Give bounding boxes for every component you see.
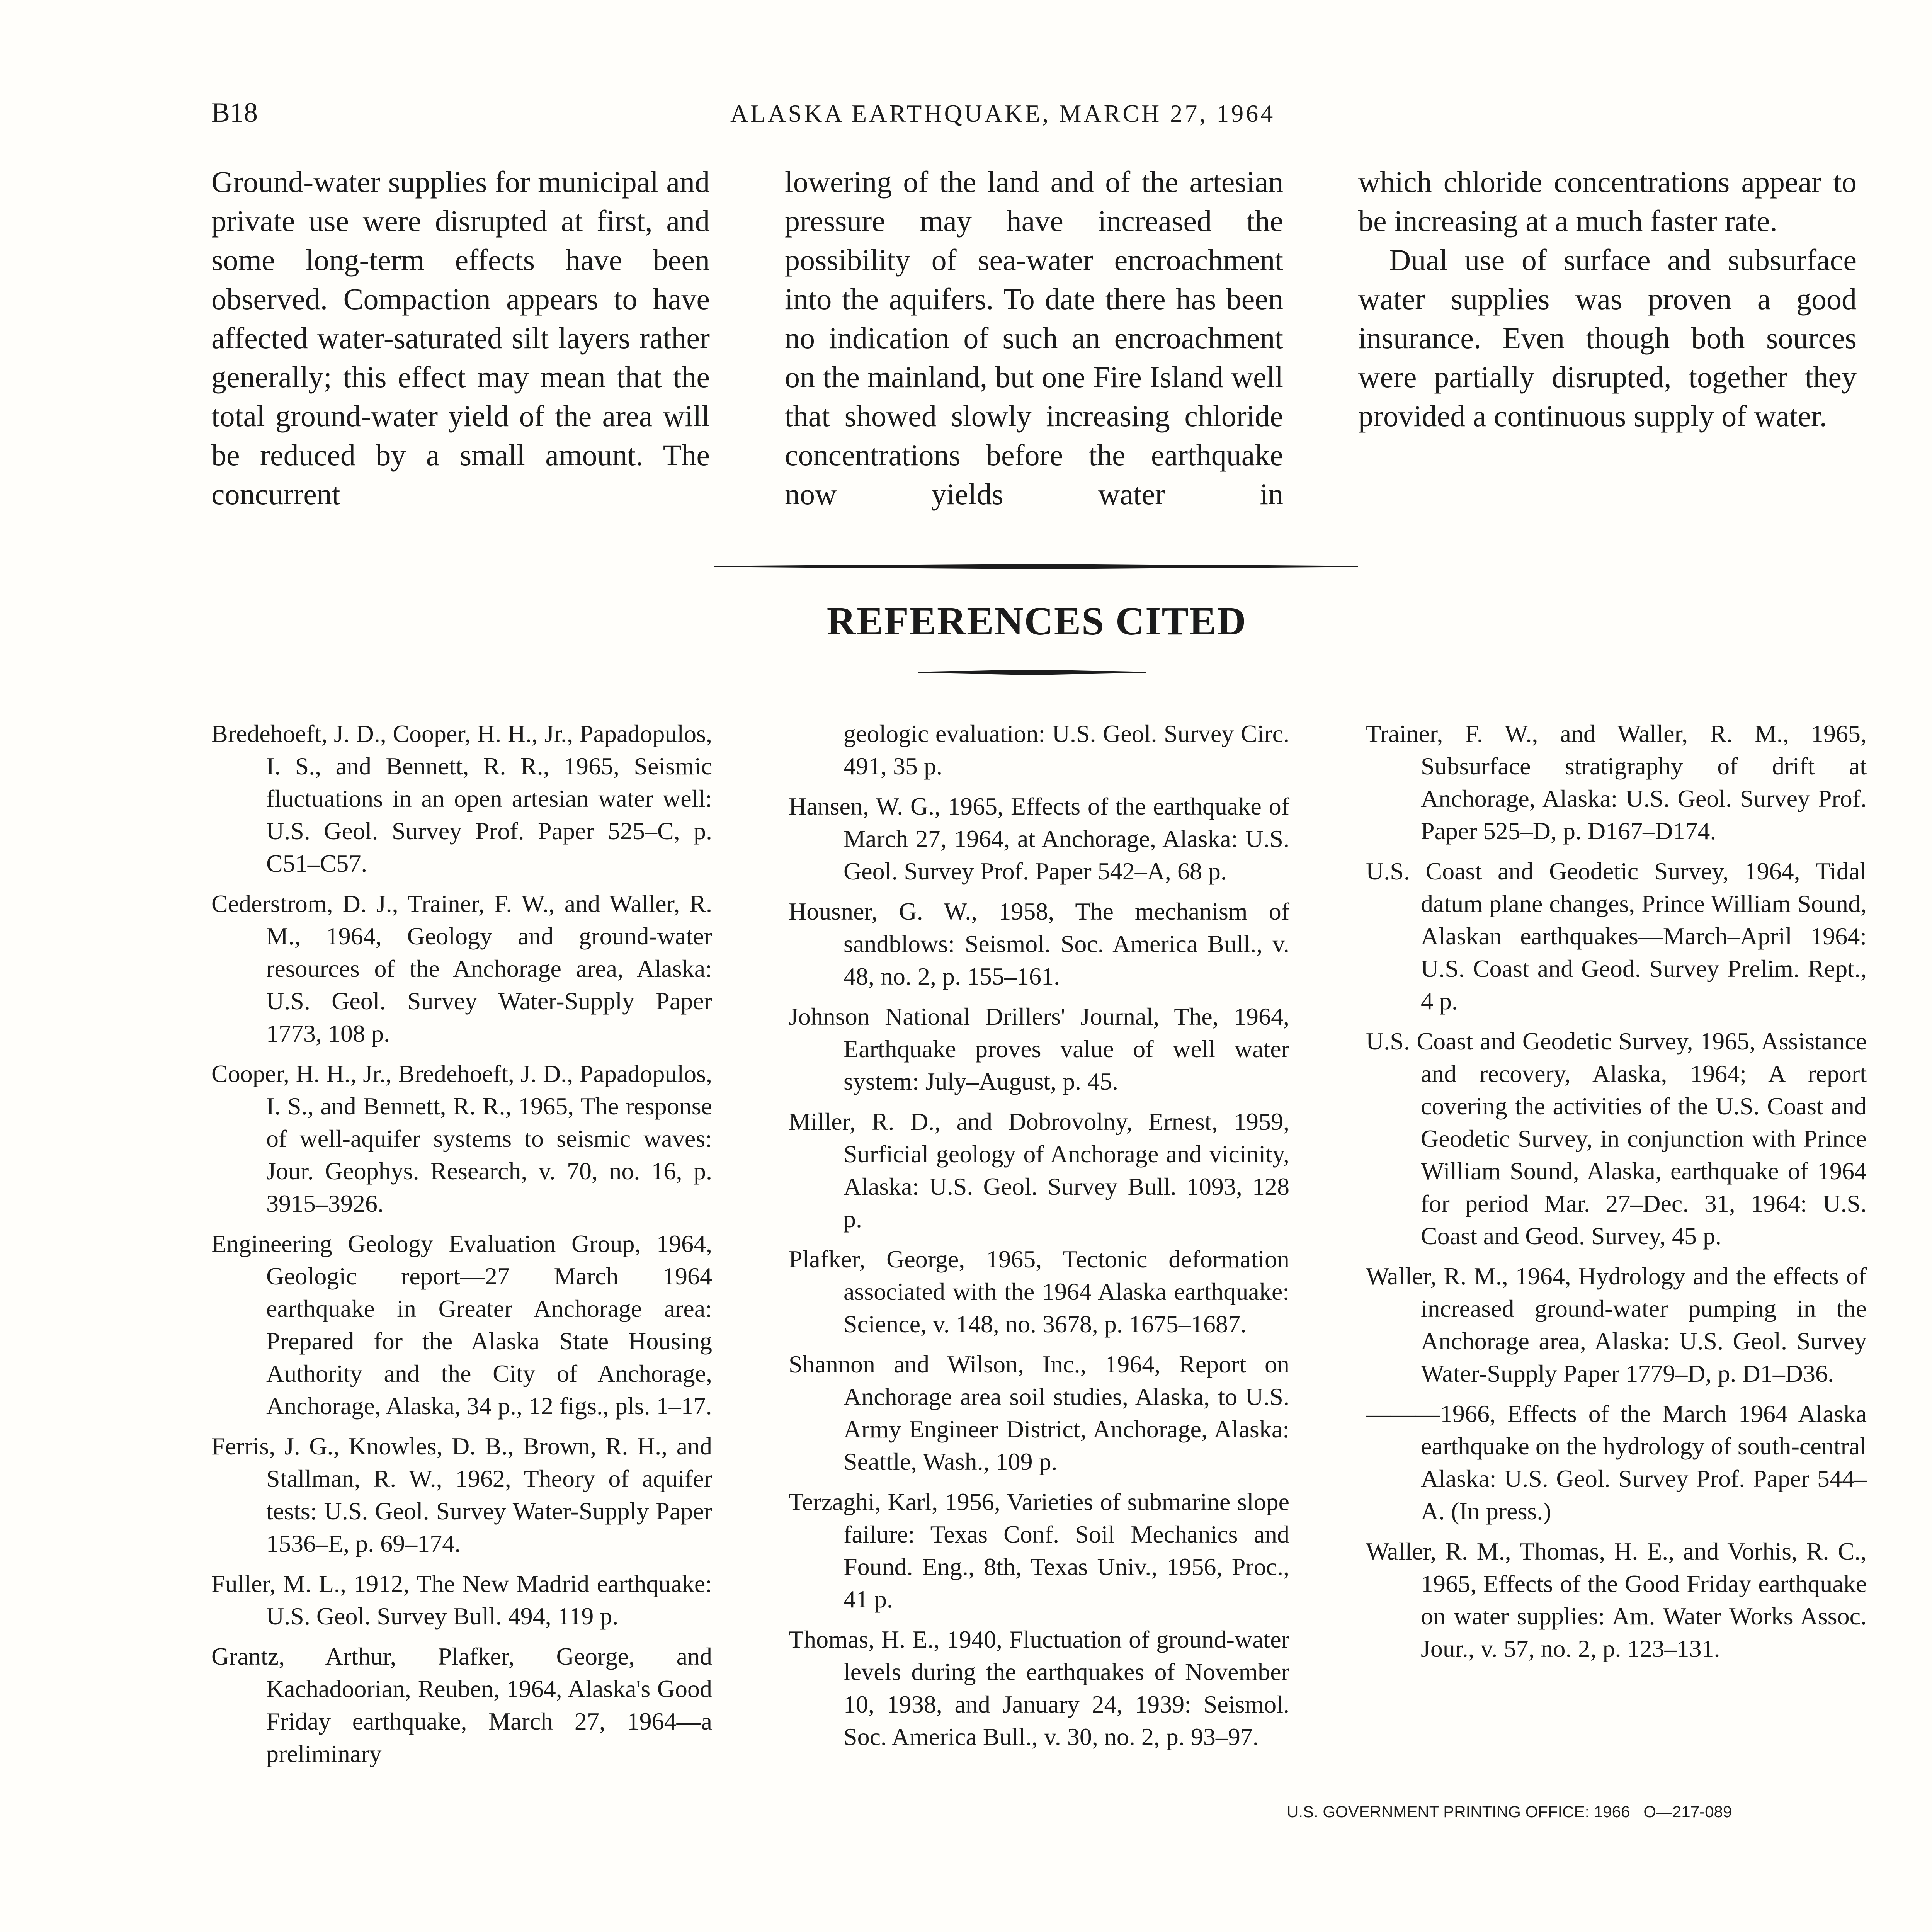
reference-entry: Cooper, H. H., Jr., Bredehoeft, J. D., Papadopulos, I. S., and Bennett, R. R., 1965, The response of well-aquifer systems to seismic waves: Jour. Geophys. Research, v. 70, no. 16, p. 3915–3926. [211, 1060, 712, 1217]
reference-entry: Cederstrom, D. J., Trainer, F. W., and Waller, R. M., 1964, Geology and ground-water resources of the Anchorage area, Alaska: U.S. Geol. Survey Water-Supply Paper 1773, 108 p. [211, 890, 712, 1047]
body-paragraph: Ground-water supplies for municipal and private use were disrupted at first, and some long-term effects have been observed. Compaction appears to have affected water-saturated silt layers rather generally; this effect may mean that the total ground-water yield of the area will be reduced by a small amount. The concurrent [211, 165, 710, 511]
body-column-3 [1358, 162, 1857, 514]
reference-entry: Ferris, J. G., Knowles, D. B., Brown, R. H., and Stallman, R. W., 1962, Theory of aquifer tests: U.S. Geol. Survey Water-Supply Paper 1536–E, p. 69–174. [211, 1432, 712, 1557]
reference-entry: Housner, G. W., 1958, The mechanism of sandblows: Seismol. Soc. America Bull., v. 48, no. 2, p. 155–161. [789, 898, 1289, 990]
page-header [211, 97, 1873, 139]
reference-entry: Miller, R. D., and Dobrovolny, Ernest, 1959, Surficial geology of Anchorage and vicinity, Alaska: U.S. Geol. Survey Bull. 1093, 128 p. [789, 1108, 1289, 1233]
reference-entry: Waller, R. M., Thomas, H. E., and Vorhis, R. C., 1965, Effects of the Good Friday earthquake on water supplies: Am. Water Works Assoc. Jour., v. 57, no. 2, p. 123–131. [1366, 1537, 1867, 1662]
reference-entry: Fuller, M. L., 1912, The New Madrid earthquake: U.S. Geol. Survey Bull. 494, 119 p. [211, 1570, 712, 1630]
reference-entry: Hansen, W. G., 1965, Effects of the earthquake of March 27, 1964, at Anchorage, Alaska: U.S. Geol. Survey Prof. Paper 542–A, 68 p. [789, 793, 1289, 885]
reference-entry: Waller, R. M., 1964, Hydrology and the effects of increased ground-water pumping in the Anchorage area, Alaska: U.S. Geol. Survey Water-Supply Paper 1779–D, p. D1–D36. [1366, 1262, 1867, 1387]
reference-entry: Grantz, Arthur, Plafker, George, and Kachadoorian, Reuben, 1964, Alaska's Good Friday earthquake, March 27, 1964—a preliminary [211, 1643, 712, 1767]
reference-entry: ———1966, Effects of the March 1964 Alaska earthquake on the hydrology of south-central Alaska: U.S. Geol. Survey Prof. Paper 544–A. (In press.) [1366, 1400, 1867, 1525]
reference-entry: U.S. Coast and Geodetic Survey, 1965, Assistance and recovery, Alaska, 1964; A report covering the activities of the U.S. Coast and Geodetic Survey, in conjunction with Prince William Sound, Alaska, earthquake of 1964 for period Mar. 27–Dec. 31, 1964: U.S. Coast and Geod. Survey, 45 p. [1366, 1027, 1867, 1250]
page-number: B18 [211, 97, 258, 128]
body-paragraph: Dual use of surface and subsurface water supplies was proven a good insurance. Even though both sources were partially disrupted, together they provided a continuous supply of water. [1358, 243, 1857, 433]
reference-entry: Shannon and Wilson, Inc., 1964, Report on Anchorage area soil studies, Alaska, to U.S. Army Engineer District, Anchorage, Alaska: Seattle, Wash., 109 p. [789, 1350, 1289, 1475]
reference-entry: Thomas, H. E., 1940, Fluctuation of ground-water levels during the earthquakes of November 10, 1938, and January 24, 1939: Seismol. Soc. America Bull., v. 30, no. 2, p. 93–97. [789, 1626, 1289, 1750]
reference-entry: Terzaghi, Karl, 1956, Varieties of submarine slope failure: Texas Conf. Soil Mechanics and Found. Eng., 8th, Texas Univ., 1956, Proc., 41 p. [789, 1488, 1289, 1613]
body-text [211, 162, 1873, 514]
reference-entry: Engineering Geology Evaluation Group, 1964, Geologic report—27 March 1964 earthquake in Greater Anchorage area: Prepared for the Alaska State Housing Authority and the City of Anchorage, Anchorage, Alaska, 34 p., 12 figs., pls. 1–17. [211, 1230, 712, 1420]
reference-entry: Johnson National Drillers' Journal, The, 1964, Earthquake proves value of well water system: July–August, p. 45. [789, 1003, 1289, 1095]
printing-office-imprint: U.S. GOVERNMENT PRINTING OFFICE: 1966 O—217-089 [1287, 1803, 1732, 1821]
reference-continuation: geologic evaluation: U.S. Geol. Survey Circ. 491, 35 p. [844, 720, 1289, 780]
body-column-1 [211, 162, 710, 514]
reference-entry: Bredehoeft, J. D., Cooper, H. H., Jr., Papadopulos, I. S., and Bennett, R. R., 1965, Seismic fluctuations in an open artesian water well: U.S. Geol. Survey Prof. Paper 525–C, p. C51–C57. [211, 720, 712, 877]
references-heading: REFERENCES CITED [827, 599, 1247, 643]
references-column-1 [211, 718, 712, 1778]
reference-entry: U.S. Coast and Geodetic Survey, 1964, Tidal datum plane changes, Prince William Sound, Alaskan earthquakes—March–April 1964: U.S. Coast and Geod. Survey Prelim. Rept., 4 p. [1366, 857, 1867, 1015]
heading-underline [918, 670, 1146, 675]
running-head: ALASKA EARTHQUAKE, MARCH 27, 1964 [730, 100, 1276, 127]
section-divider [714, 564, 1358, 569]
reference-entry: Trainer, F. W., and Waller, R. M., 1965, Subsurface stratigraphy of drift at Anchorage, Alaska: U.S. Geol. Survey Prof. Paper 525–D, p. D167–D174. [1366, 720, 1867, 845]
body-column-2 [785, 162, 1283, 514]
references-column-2 [789, 718, 1289, 1778]
reference-entry: Plafker, George, 1965, Tectonic deformation associated with the 1964 Alaska earthquake: Science, v. 148, no. 3678, p. 1675–1687. [789, 1245, 1289, 1338]
body-paragraph: which chloride concentrations appear to be increasing at a much faster rate. [1358, 165, 1857, 238]
references-column-3 [1366, 718, 1867, 1778]
body-paragraph: lowering of the land and of the artesian pressure may have increased the possibility of sea-water encroachment into the aquifers. To date there has been no indication of such an encroachment on the mainland, but one Fire Island well that showed slowly increasing chloride concentrations before the earthquake now yields water in [785, 165, 1283, 511]
references-list [211, 718, 1873, 1778]
